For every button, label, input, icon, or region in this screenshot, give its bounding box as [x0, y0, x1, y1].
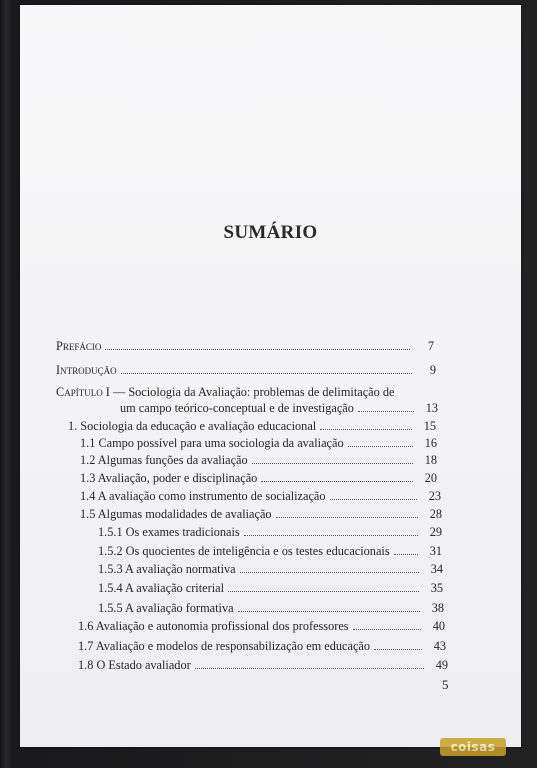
toc-entry-label: 1. Sociologia da educação e avaliação educacional [68, 419, 317, 433]
watermark-logo: coisas [440, 738, 506, 756]
page-number: 5 [442, 677, 449, 692]
toc-entry-label: 1.5 Algumas modalidades de avaliação [80, 507, 272, 521]
toc-entry-s1-1 [80, 436, 437, 450]
toc-entry-capitulo1 [120, 401, 438, 415]
leader-dots [353, 620, 421, 630]
book-page [20, 5, 521, 747]
toc-entry-label: 1.5.5 A avaliação formativa [98, 601, 234, 615]
chapter-title-line [56, 385, 394, 400]
leader-dots [228, 582, 419, 592]
leader-dots [105, 340, 410, 350]
chapter-title-part1: — Sociologia da Avaliação: problemas de delimitação de [112, 385, 395, 399]
leader-dots [252, 454, 413, 464]
toc-entry-label: 1.5.2 Os quocientes de inteligência e os testes educacionais [98, 544, 390, 558]
toc-entry-label: 1.4 A avaliação como instrumento de socialização [80, 489, 326, 503]
toc-entry-label: 1.8 O Estado avaliador [78, 658, 191, 672]
toc-entry-page: 28 [429, 507, 442, 521]
leader-dots [238, 602, 420, 612]
toc-entry-page: 20 [424, 471, 437, 485]
leader-dots [276, 508, 418, 518]
toc-entry-page: 29 [429, 525, 442, 539]
toc-entry-label: Introdução [56, 363, 117, 377]
toc-entry-page: 7 [427, 339, 434, 353]
chapter-prefix: Capítulo I [56, 385, 110, 399]
page-title: SUMÁRIO [223, 222, 318, 243]
table-of-contents [20, 5, 521, 747]
toc-entry-label: 1.6 Avaliação e autonomia profissional dos professores [78, 619, 349, 633]
leader-dots [121, 364, 412, 374]
toc-entry-s1-5 [80, 507, 442, 521]
toc-entry-s1-6 [78, 619, 445, 633]
toc-entry-s1-5-2 [98, 544, 442, 558]
toc-entry-label: um campo teórico-conceptual e de investigação [120, 401, 354, 415]
toc-entry-label: 1.1 Campo possível para uma sociologia da avaliação [80, 436, 344, 450]
toc-entry-page: 31 [429, 544, 442, 558]
toc-entry-prefacio [56, 339, 434, 353]
toc-entry-page: 9 [429, 363, 436, 377]
leader-dots [320, 420, 412, 430]
toc-entry-page: 13 [425, 401, 438, 415]
toc-entry-page: 16 [424, 436, 437, 450]
toc-entry-label: 1.5.1 Os exames tradicionais [98, 525, 240, 539]
toc-entry-label: 1.2 Algumas funções da avaliação [80, 453, 248, 467]
toc-entry-page: 43 [433, 639, 446, 653]
toc-entry-page: 15 [423, 419, 436, 433]
leader-dots [195, 659, 424, 669]
toc-entry-label: 1.7 Avaliação e modelos de responsabilização em educação [78, 639, 371, 653]
leader-dots [358, 402, 414, 412]
toc-entry-s1-4 [80, 489, 441, 503]
toc-entry-s1-7 [78, 639, 446, 653]
leader-dots [261, 472, 413, 482]
toc-entry-label: Prefácio [56, 339, 102, 353]
leader-dots [348, 437, 413, 447]
toc-entry-label: 1.3 Avaliação, poder e disciplinação [80, 471, 258, 485]
leader-dots [240, 563, 419, 573]
toc-entry-s1-5-5 [98, 601, 444, 615]
toc-entry-label: 1.5.3 A avaliação normativa [98, 562, 236, 576]
toc-entry-page: 40 [432, 619, 445, 633]
toc-entry-s1-3 [80, 471, 437, 485]
toc-entry-s1-5-1 [98, 525, 442, 539]
toc-entry-page: 38 [431, 601, 444, 615]
toc-entry-page: 34 [430, 562, 443, 576]
toc-entry-page: 49 [435, 658, 448, 672]
toc-entry-s1-2 [80, 453, 437, 467]
toc-entry-introducao [56, 363, 436, 377]
leader-dots [330, 490, 417, 500]
toc-entry-page: 35 [430, 581, 443, 595]
leader-dots [394, 545, 418, 555]
toc-entry-s1-5-4 [98, 581, 443, 595]
toc-entry-s1-8 [78, 658, 448, 672]
leader-dots [244, 526, 418, 536]
leader-dots [374, 640, 422, 650]
toc-entry-page: 23 [428, 489, 441, 503]
toc-entry-s1-5-3 [98, 562, 443, 576]
toc-entry-s1 [68, 419, 436, 433]
toc-entry-page: 18 [424, 453, 437, 467]
toc-entry-label: 1.5.4 A avaliação criterial [98, 581, 224, 595]
